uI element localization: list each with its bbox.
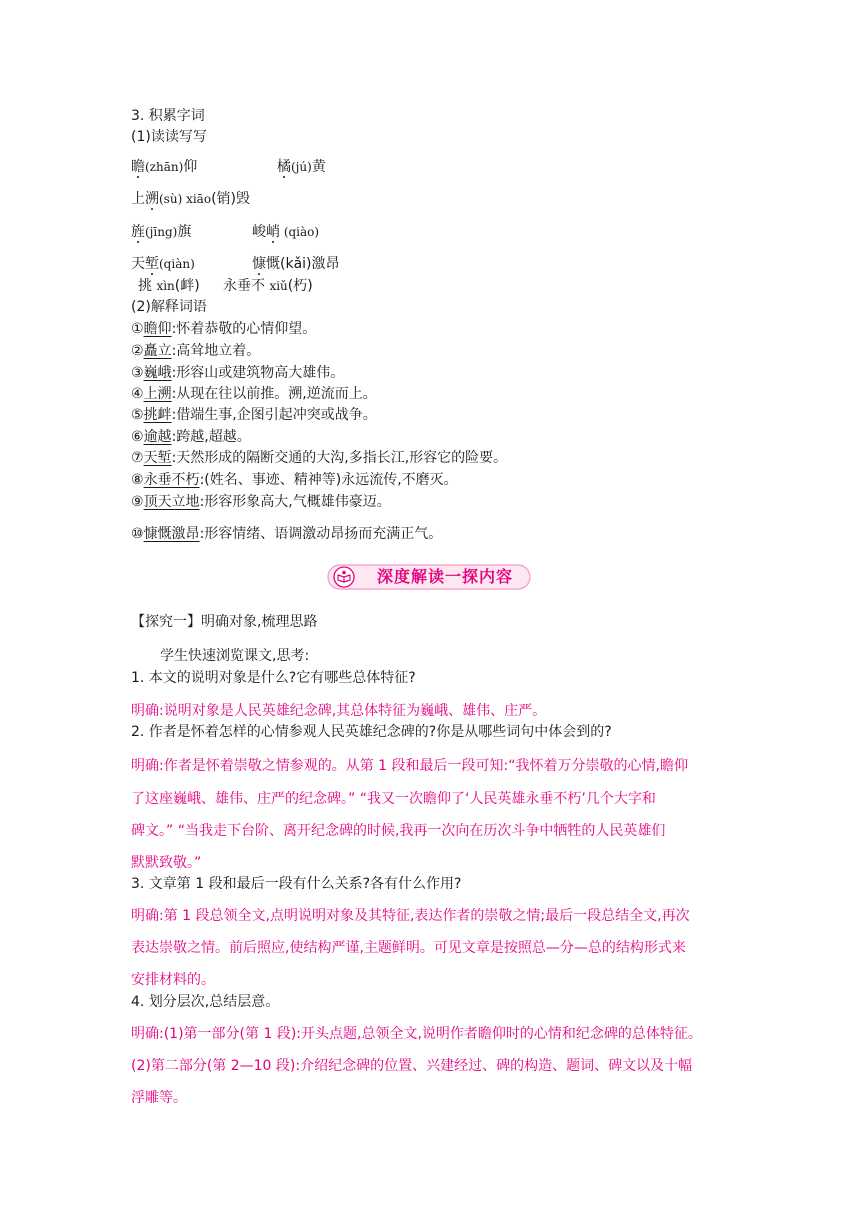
definition-item: ④上溯:从现在往以前推。溯,逆流而上。 [131,386,377,402]
definition-item: ⑤挑衅:借端生事,企图引起冲突或战争。 [131,407,377,423]
definition-item: ③巍峨:形容山或建筑物高大雄伟。 [131,365,345,381]
vocab-item: 橘(jú)黄 [277,159,326,175]
definition-item: ①瞻仰:怀着恭敬的心情仰望。 [131,321,317,337]
answer-1: 明确:说明对象是人民英雄纪念碑,其总体特征为巍峨、雄伟、庄严。 [131,703,547,719]
answer-2-line: 了这座巍峨、雄伟、庄严的纪念碑。” “我又一次瞻仰了‘人民英雄永垂不朽’几个大字和 [131,791,656,807]
definition-item: ⑥逾越:跨越,超越。 [131,429,251,445]
question-4: 4. 划分层次,总结层意。 [131,994,280,1010]
answer-2-line: 明确:作者是怀着崇敬之情参观的。从第 1 段和最后一段可知:“我怀着万分崇敬的心情,瞻仰 [131,758,688,774]
vocab-item: 永垂不 xiǔ(朽) [223,278,313,294]
vocab-item: 天堑(qiàn) [131,256,195,272]
explore-intro: 学生快速浏览课文,思考: [160,648,310,664]
definition-item: ⑦天堑:天然形成的隔断交通的大沟,多指长江,形容它的险要。 [131,450,508,466]
question-3: 3. 文章第 1 段和最后一段有什么关系?各有什么作用? [131,876,462,892]
answer-2-line: 默默致敬。” [131,855,202,871]
question-1: 1. 本文的说明对象是什么?它有哪些总体特征? [131,670,416,686]
subheading-explain: (2)解释词语 [131,299,207,315]
banner-title: 深度解读一探内容 [376,567,513,586]
answer-3-line: 明确:第 1 段总领全文,点明说明对象及其特征,表达作者的崇敬之情;最后一段总结全文,再次 [131,908,690,924]
answer-4-line: 浮雕等。 [131,1090,187,1106]
book-icon [334,567,354,587]
vocab-item: 挑 xìn(衅) [138,278,200,294]
answer-4-line: (2)第二部分(第 2—10 段):介绍纪念碑的位置、兴建经过、碑的构造、题词、碑文以及十幅 [131,1058,693,1074]
vocab-item: 峻峭 (qiào) [252,224,320,240]
answer-4-line: 明确:(1)第一部分(第 1 段):开头点题,总领全文,说明作者瞻仰时的心情和纪念碑的总体特征。 [131,1026,702,1042]
vocab-item: 慷慨(kǎi)激昂 [252,256,340,272]
explore-title: 【探究一】明确对象,梳理思路 [131,614,318,630]
definition-item: ⑩慷慨激昂:形容情绪、语调激动昂扬而充满正气。 [131,526,443,542]
definition-item: ⑧永垂不朽:(姓名、事迹、精神等)永远流传,不磨灭。 [131,472,458,488]
definition-item: ②矗立:高耸地立着。 [131,343,261,359]
section-heading: 3. 积累字词 [131,108,205,124]
section-banner [327,564,531,590]
question-2: 2. 作者是怀着怎样的心情参观人民英雄纪念碑的?你是从哪些词句中体会到的? [131,724,612,740]
definition-item: ⑨顶天立地:形容形象高大,气概雄伟豪迈。 [131,494,391,510]
answer-3-line: 安排材料的。 [131,972,215,988]
subheading-read-write: (1)读读写写 [131,129,207,145]
vocab-item: 瞻(zhān)仰 [131,159,198,175]
vocab-item: 旌(jīng)旗 [131,224,192,240]
answer-2-line: 碑文。” “当我走下台阶、离开纪念碑的时候,我再一次向在历次斗争中牺牲的人民英雄们 [131,823,666,839]
vocab-item: 上溯(sù) xiāo(销)毁 [131,191,250,207]
answer-3-line: 表达崇敬之情。前后照应,使结构严谨,主题鲜明。可见文章是按照总—分—总的结构形式来 [131,940,686,956]
